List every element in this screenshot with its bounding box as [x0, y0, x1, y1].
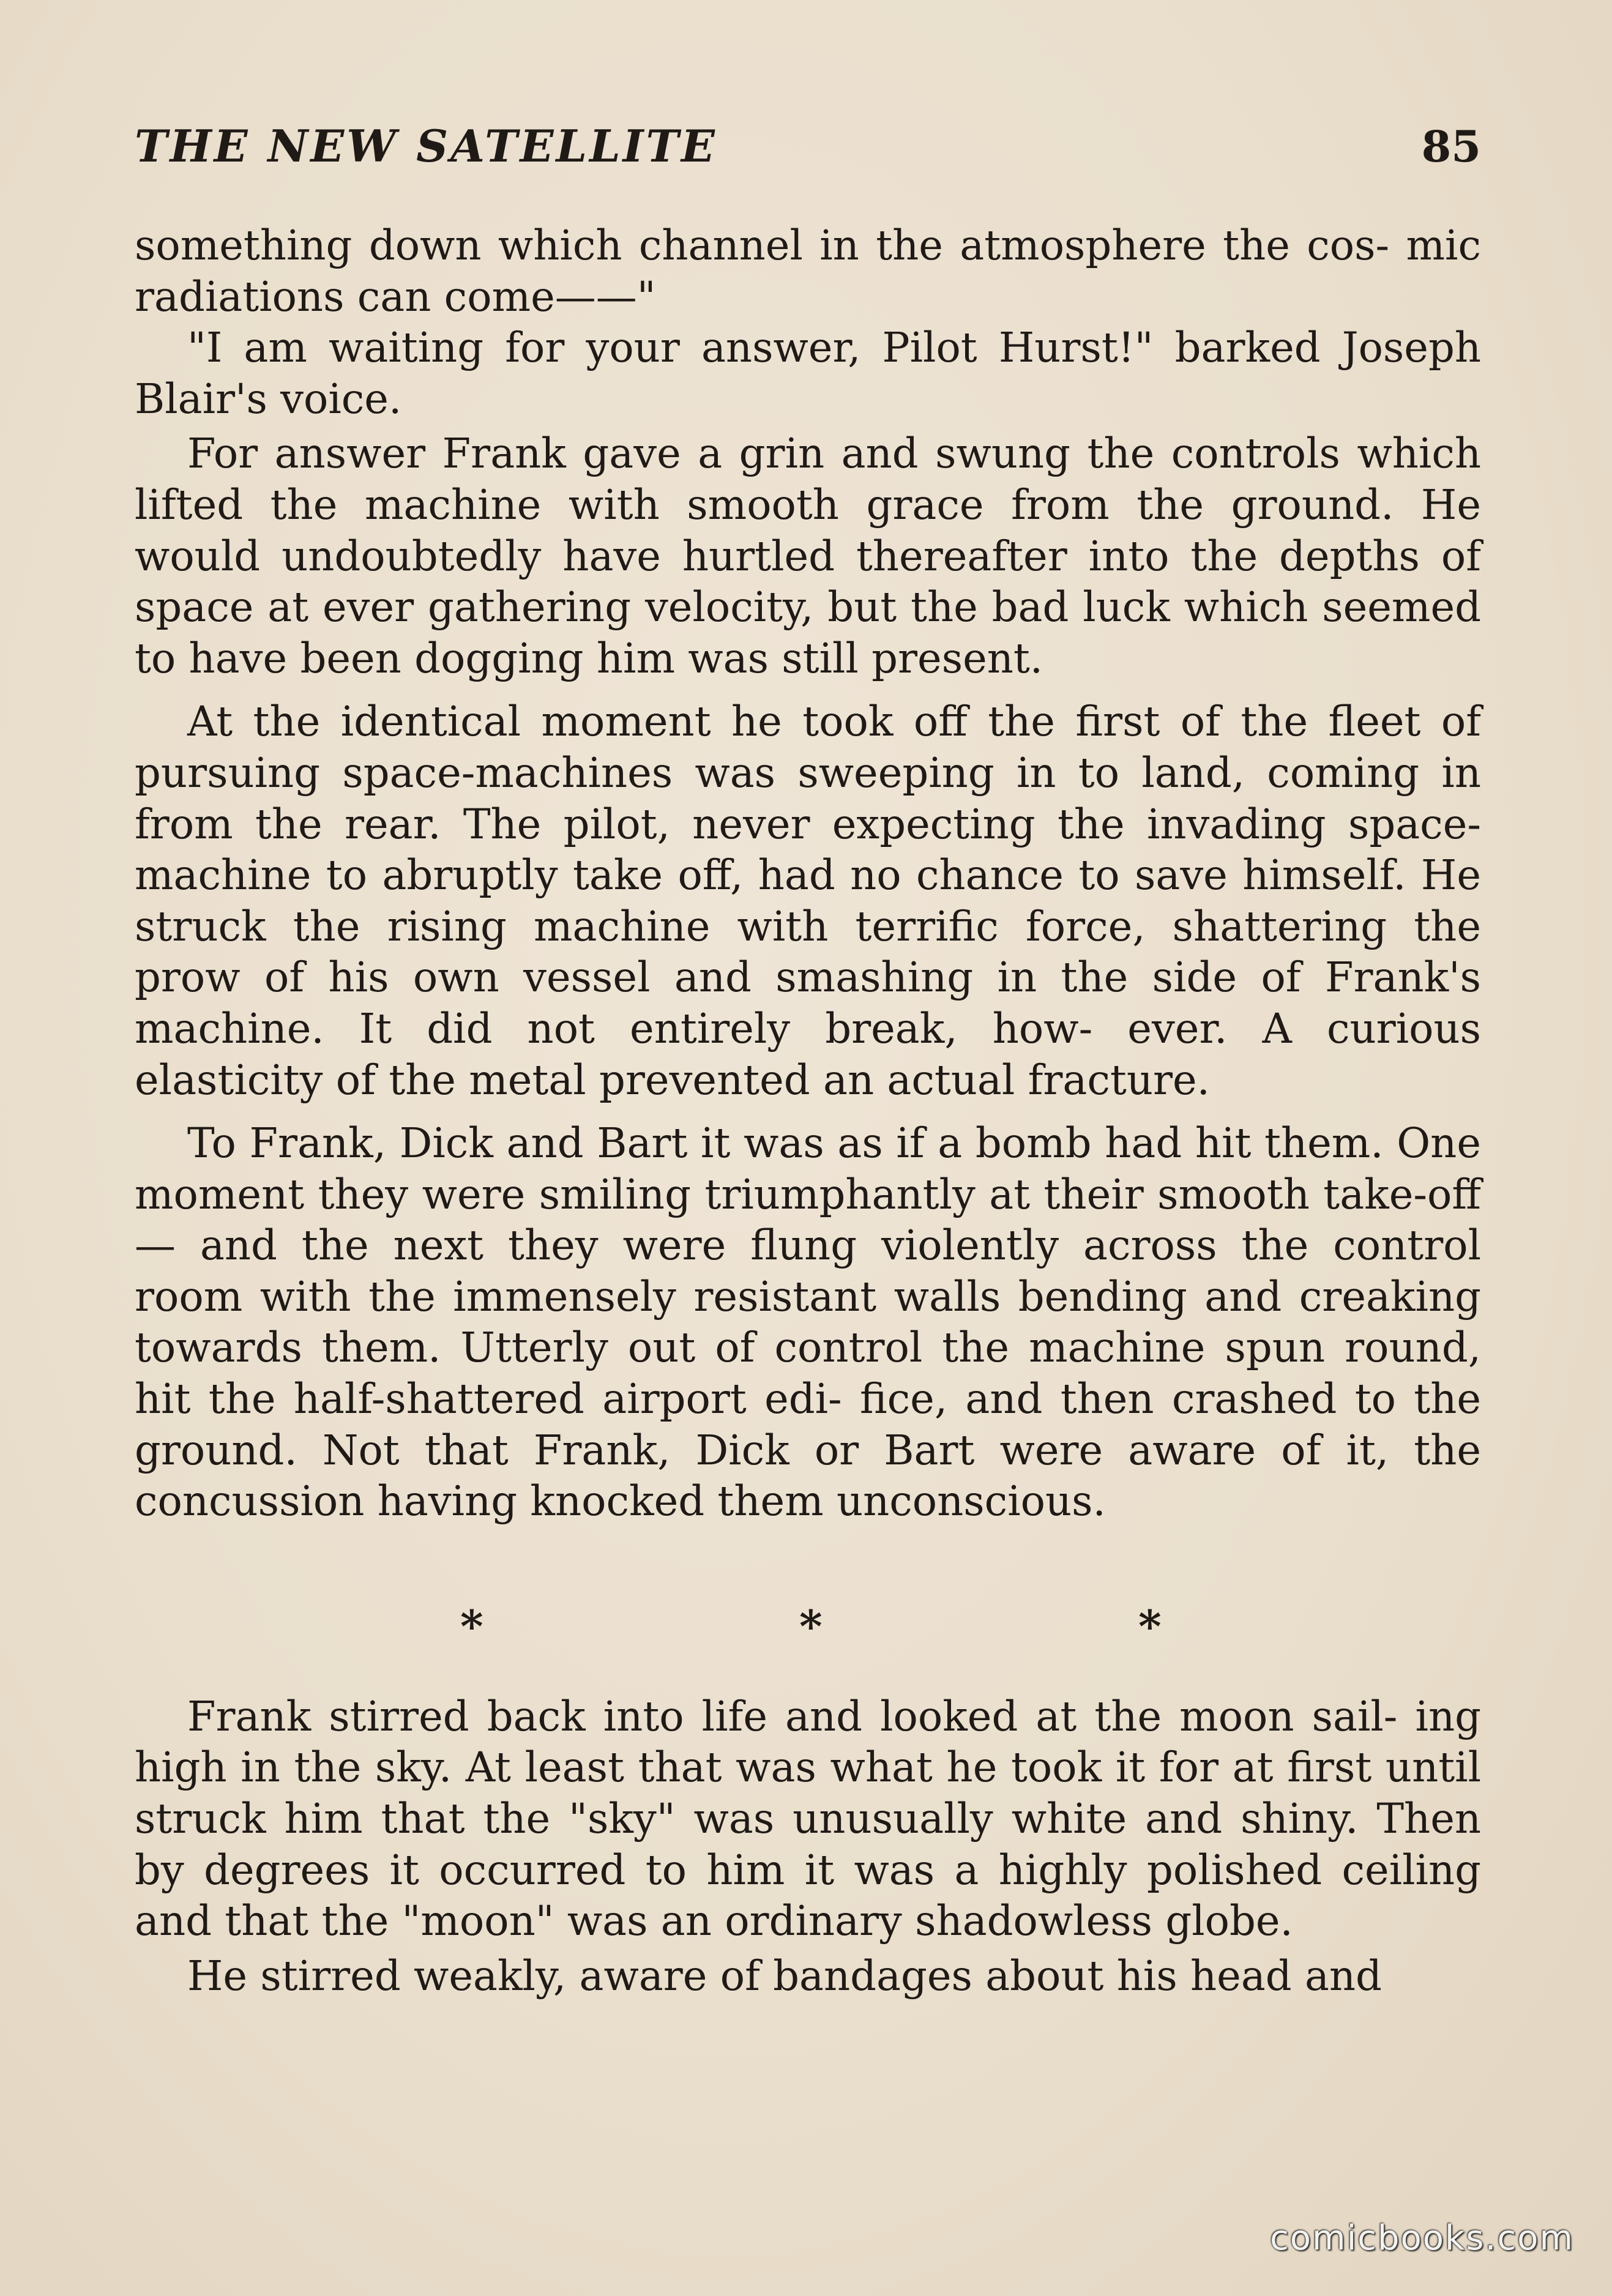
book-page — [135, 120, 1481, 2002]
paragraph: something down which channel in the atmosphere the cos- mic radiations can come——" — [135, 222, 1481, 321]
section-break — [135, 1527, 1481, 1691]
paragraph: To Frank, Dick and Bart it was as if a bomb had hit them. One moment they were smiling triumphantly at their smooth take-off — and the next they were flung violently across the control room with the immensely resistant walls bending and creaking towards them. Utterly out of control the machine spun round, hit the half-shattered airport edi- fice, and then crashed to the ground. Not that Frank, Dick or Bart were aware of it, the concussion having knocked them unconscious. — [135, 1119, 1481, 1526]
paragraph: Frank stirred back into life and looked at the moon sail- ing high in the sky. At least that was what he took it for at first until struck him that the "sky" was unusually white and shiny. Then by degrees it occurred to him it was a highly polished ceiling and that the "moon" was an ordinary shadowless globe. — [135, 1692, 1481, 1945]
paragraph: He stirred weakly, aware of bandages about his head and — [187, 1951, 1382, 2000]
section-break-star: * — [1138, 1600, 1162, 1652]
running-title: THE NEW SATELLITE — [135, 120, 717, 172]
page-number: 85 — [1421, 121, 1481, 172]
section-break-star: * — [799, 1600, 823, 1652]
paragraph: For answer Frank gave a grin and swung the controls which lifted the machine with smooth grace from the ground. He would undoubtedly have hurtled thereafter into the depths of space at ever gathering velocity, but the bad luck which seemed to have been dogging him was still present. — [135, 430, 1481, 682]
section-break-star: * — [460, 1600, 483, 1652]
body-text — [135, 220, 1481, 2002]
watermark: comicbooks.com — [1269, 2218, 1574, 2258]
paragraph: At the identical moment he took off the first of the fleet of pursuing space-machines was sweeping in to land, coming in from the rear. The pilot, never expecting the invading space-machine to abruptly take off, had no chance to save himself. He struck the rising machine with terrific force, shattering the prow of his own vessel and smashing in the side of Frank's machine. It did not entirely break, how- ever. A curious elasticity of the metal prevented an actual fracture. — [135, 698, 1481, 1104]
running-head — [135, 120, 1481, 193]
paragraph: "I am waiting for your answer, Pilot Hurst!" barked Joseph Blair's voice. — [135, 324, 1481, 423]
